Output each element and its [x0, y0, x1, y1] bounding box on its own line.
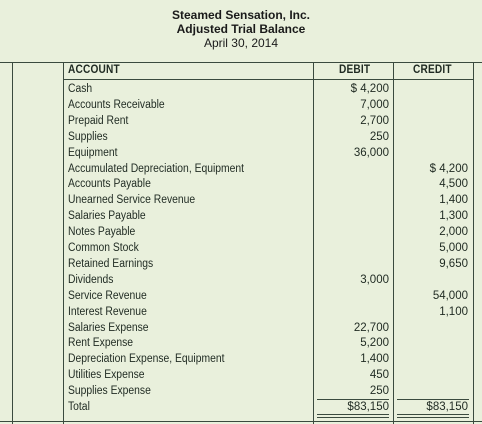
table-row [0, 272, 482, 288]
credit-total-double-rule-2 [397, 417, 469, 418]
account-name: Accounts Receivable [68, 98, 165, 111]
table-row [0, 256, 482, 272]
account-name: Interest Revenue [68, 305, 147, 318]
credit-amount: $ 4,200 [429, 162, 468, 175]
account-name: Cash [68, 83, 93, 95]
account-name: Accumulated Depreciation, Equipment [68, 162, 245, 175]
statement-header [0, 8, 482, 50]
statement-date: April 30, 2014 [203, 36, 279, 50]
table-row [0, 224, 482, 240]
credit-amount: 1,100 [439, 305, 468, 318]
table-row [0, 351, 482, 367]
table-row [0, 367, 482, 383]
credit-amount: 5,000 [439, 242, 468, 254]
debit-amount: 3,000 [360, 273, 389, 286]
table-row [0, 161, 482, 177]
table-row [0, 335, 482, 351]
account-name: Service Revenue [68, 289, 147, 302]
trial-balance-table [0, 62, 482, 424]
table-row [0, 176, 482, 192]
account-name: Notes Payable [68, 226, 136, 239]
debit-amount: $83,150 [347, 401, 389, 413]
credit-amount: 1,400 [439, 194, 468, 207]
debit-amount: $ 4,200 [350, 83, 389, 95]
account-name: Utilities Expense [68, 369, 145, 382]
credit-amount: 54,000 [432, 289, 468, 302]
table-row [0, 320, 482, 336]
credit-amount: 1,300 [439, 210, 468, 223]
account-name: Equipment [68, 146, 118, 159]
table-row [0, 208, 482, 224]
table-top-rule [0, 62, 482, 63]
table-row [0, 304, 482, 320]
debit-amount: 250 [369, 130, 389, 143]
account-name: Dividends [68, 273, 114, 286]
statement-title: Adjusted Trial Balance [176, 22, 306, 36]
company-name: Steamed Sensation, Inc. [171, 8, 311, 22]
account-name: Supplies [68, 130, 108, 143]
account-column-header: ACCOUNT [68, 64, 120, 76]
debit-amount: 450 [369, 369, 389, 382]
debit-amount: 250 [369, 385, 389, 398]
debit-total-top-rule [317, 399, 389, 400]
table-row [0, 192, 482, 208]
credit-column-header: CREDIT [413, 64, 452, 76]
debit-total-double-rule-2 [317, 417, 389, 418]
table-row [0, 145, 482, 161]
table-row [0, 240, 482, 256]
debit-column-header: DEBIT [339, 64, 371, 76]
table-row [0, 81, 482, 97]
credit-total-double-rule-1 [397, 414, 469, 415]
account-name: Accounts Payable [68, 178, 151, 191]
credit-total-top-rule [397, 399, 469, 400]
debit-total-double-rule-1 [317, 414, 389, 415]
debit-amount: 2,700 [360, 114, 389, 127]
debit-amount: 7,000 [360, 98, 389, 111]
credit-amount: 4,500 [439, 178, 468, 191]
table-row [0, 288, 482, 304]
account-name: Retained Earnings [68, 257, 154, 270]
account-name: Common Stock [68, 242, 139, 254]
account-name: Unearned Service Revenue [68, 194, 196, 207]
debit-amount: 36,000 [353, 146, 389, 159]
debit-amount: 22,700 [353, 321, 389, 334]
debit-amount: 1,400 [360, 353, 389, 366]
table-row [0, 383, 482, 399]
debit-amount: 5,200 [360, 337, 389, 350]
total-row [0, 399, 482, 415]
header-underline [63, 79, 473, 80]
account-name: Total [68, 401, 90, 413]
account-name: Rent Expense [68, 337, 134, 350]
credit-amount: $83,150 [426, 401, 468, 413]
account-name: Salaries Payable [68, 210, 146, 223]
account-name: Supplies Expense [68, 385, 151, 398]
account-name: Depreciation Expense, Equipment [68, 353, 225, 366]
table-row [0, 97, 482, 113]
credit-amount: 2,000 [439, 226, 468, 239]
table-row [0, 129, 482, 145]
table-bottom-rule [0, 421, 482, 422]
table-row [0, 113, 482, 129]
account-name: Prepaid Rent [68, 114, 129, 127]
account-name: Salaries Expense [68, 321, 149, 334]
credit-amount: 9,650 [439, 257, 468, 270]
